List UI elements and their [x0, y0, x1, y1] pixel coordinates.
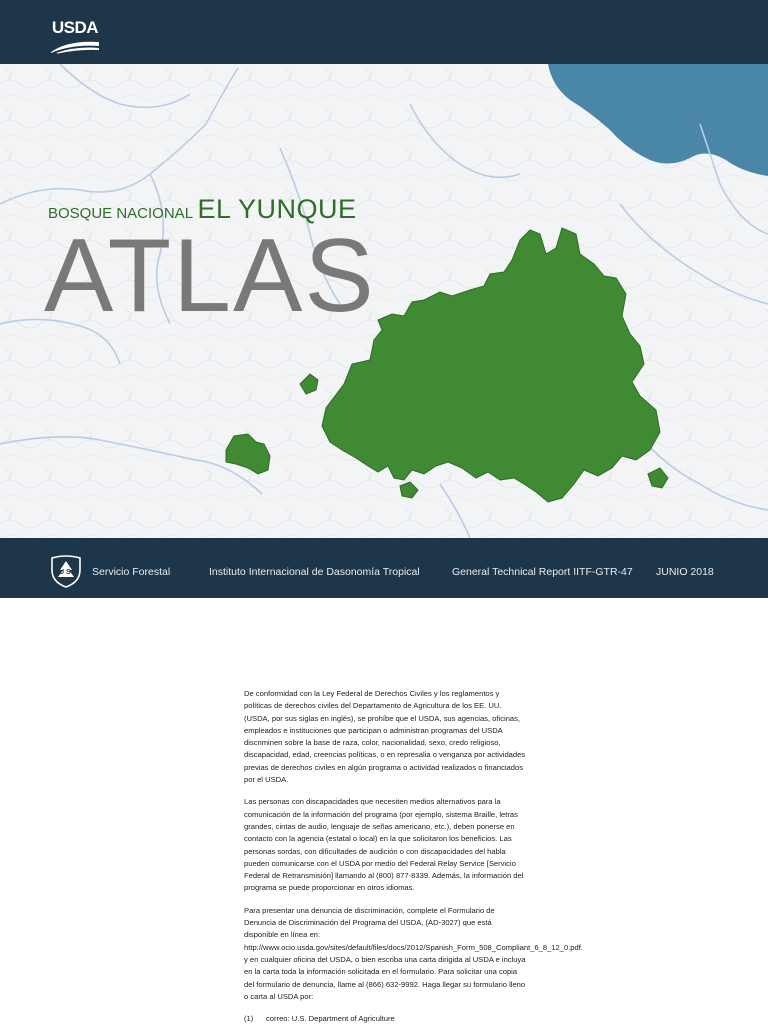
forest-service-shield-icon — [50, 554, 82, 588]
cover-title: ATLAS — [44, 218, 376, 334]
list-item — [244, 1013, 528, 1025]
footer-date: JUNIO 2018 — [656, 566, 714, 578]
subtitle-main: EL YUNQUE — [197, 194, 357, 224]
footer-report: General Technical Report IITF-GTR-47 — [452, 566, 633, 578]
top-header-bar — [0, 0, 768, 64]
usda-logo-text: USDA — [51, 18, 99, 37]
svg-text:U S: U S — [59, 569, 71, 576]
notice-paragraph-2: Las personas con discapacidades que necesiten medios alternativos para la comunicación de la información del programa (por ejemplo, sistema Braille, letras grandes, cintas de audio, lenguaje de señas americano, etc.), deben ponerse en contacto con la agencia (estatal o local) en la que solicitaron los beneficios. Las personas sordas, con dificultades de audición o con discapacidades del habla pueden comunicarse con el USDA por medio del Federal Relay Service [Servicio Federal de Retransmisión] llamando al (800) 877-8339. Además, la información del programa se puede proporcionar en otros idiomas. — [244, 797, 524, 893]
notice-paragraph-3: Para presentar una denuncia de discriminación, complete el Formulario de Denuncia de Discriminación del Programa del USDA, (AD-3027) que está disponible en línea en: http://www.ocio.usda.gov/sites/default/files/docs/2012/Spanish_Form_508_Compliant_6_8_12_0.pdf. y en cualquier oficina del USDA, o bien escriba una carta dirigida al USDA e incluya en la carta toda la información solicitada en el formulario. Para solicitar una copia del formulario de denuncia, llame al (866) 632-9992. Haga llegar su formulario lleno o carta al USDA por: — [244, 905, 583, 1001]
nondiscrimination-notice — [244, 688, 583, 1025]
notice-paragraph-1: De conformidad con la Ley Federal de Derechos Civiles y los reglamentos y políticas de derechos civiles del Departamento de Agricultura de los EE. UU. (USDA, por sus siglas en inglés), se prohíbe que el USDA, sus agencias, oficinas, empleados e instituciones que participan o administran programas del USDA discriminen sobre la base de raza, color, nacionalidad, sexo, credo religioso, discapacidad, edad, creencias políticas, o en represalia o venganza por actividades previas de derechos civiles en algún programa o actividad realizados o financiados por el USDA. — [244, 689, 526, 785]
list-item-text: correo: U.S. Department of Agriculture — [266, 1014, 395, 1024]
footer-agency: Servicio Forestal — [92, 566, 171, 578]
cover-footer-bar — [0, 538, 768, 598]
cover-map — [0, 64, 768, 538]
footer-institute: Instituto Internacional de Dasonomía Tropical — [209, 566, 420, 578]
subtitle-prefix: BOSQUE NACIONAL — [48, 205, 194, 222]
usda-logo — [50, 18, 100, 56]
list-item-number: (1) — [244, 1014, 254, 1024]
usda-swoosh-icon — [50, 38, 100, 54]
